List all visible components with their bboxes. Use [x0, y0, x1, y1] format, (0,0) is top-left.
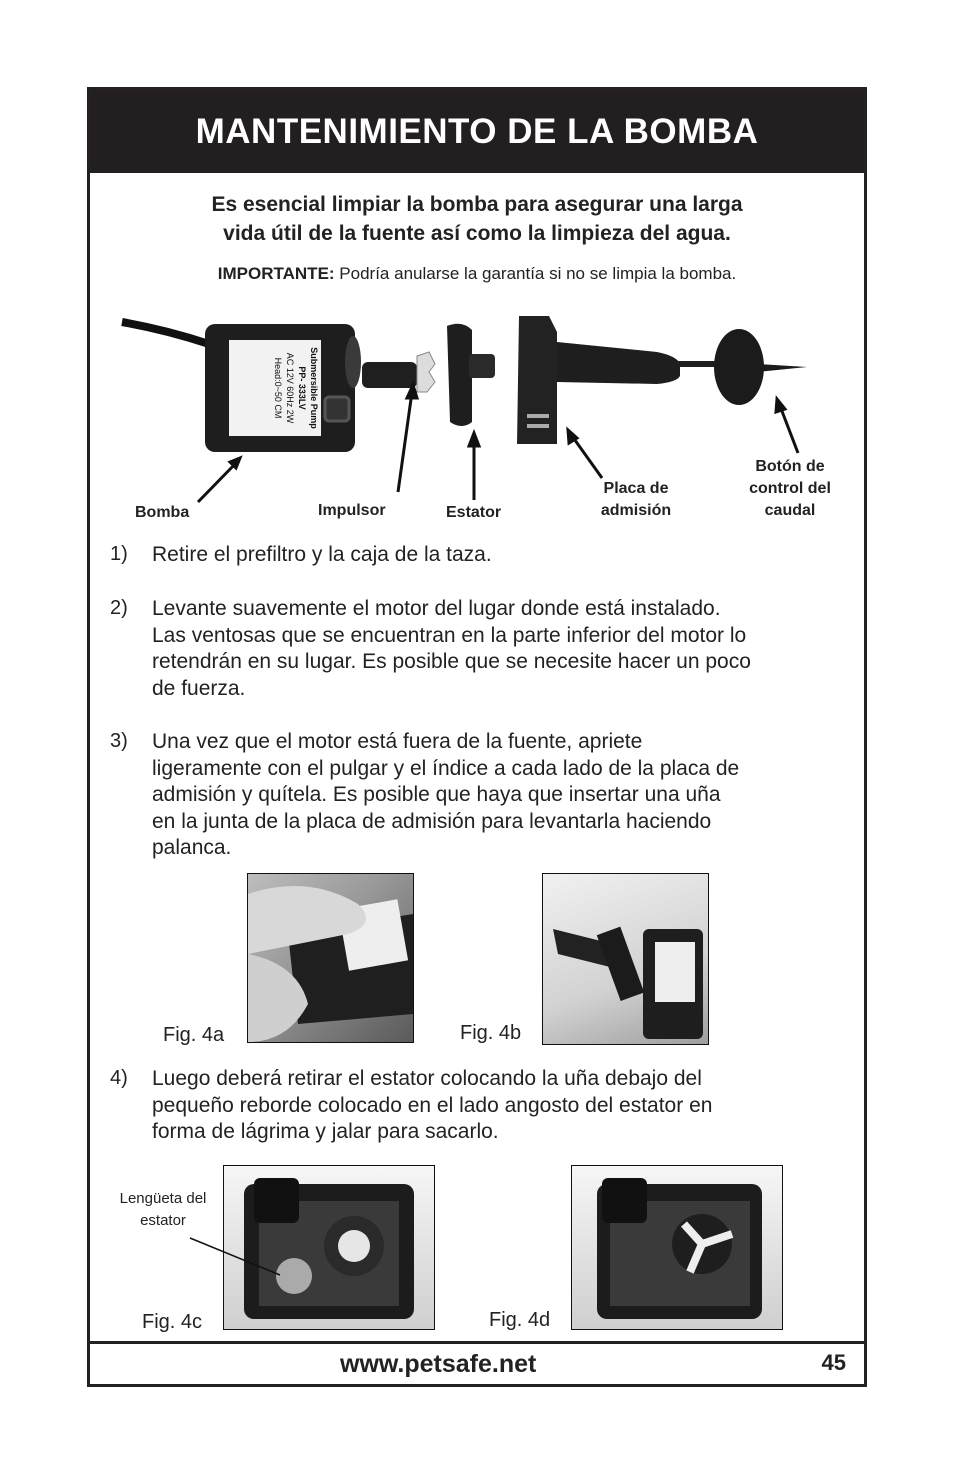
label-impulsor: Impulsor [318, 502, 386, 519]
fig-4d-caption: Fig. 4d [489, 1309, 551, 1331]
page-frame [87, 87, 867, 1387]
important-label: IMPORTANTE: [217, 264, 335, 283]
label-estator: Estator [446, 504, 502, 521]
label-placa-de-admision: Placa de admisión [600, 480, 672, 519]
stator-tab-label: Lengüeta del estator [119, 1190, 207, 1229]
fig-4d-photo [571, 1165, 783, 1330]
step-3-text: Una vez que el motor está fuera de la fuente, apriete ligeramente con el pulgar y el índice a cada lado de la placa de admisión y quítela. Es posible que haya que insertar una uña en la junta de la placa de admisión para levantarla haciendo palanca. [152, 730, 740, 859]
pump-sticker-line-1: Submersible Pump [309, 347, 319, 429]
step-4-text: Luego deberá retirar el estator colocando la uña debajo del pequeño reborde colocado en el lado angosto del estator en forma de lágrima y jalar para sacarlo. [152, 1067, 713, 1143]
fig-4a-caption: Fig. 4a [163, 1024, 225, 1046]
page-number: 45 [821, 1350, 846, 1375]
intro-line-1: Es esencial limpiar la bomba para asegurar una larga [211, 193, 743, 216]
pump-sticker-line-3: AC 12V 60Hz 2W [285, 352, 295, 424]
important-text: Podría anularse la garantía si no se limpia la bomba. [334, 264, 737, 283]
step-1-text: Retire el prefiltro y la caja de la taza. [152, 543, 492, 566]
pump-sticker-line-2: PP- 333LV [297, 366, 307, 410]
page-footer [90, 1341, 864, 1384]
step-2-number: 2) [110, 597, 128, 619]
label-boton-control-caudal: Botón de control del caudal [749, 458, 831, 519]
page-title: MANTENIMIENTO DE LA BOMBA [195, 112, 759, 151]
step-2-text: Levante suavemente el motor del lugar donde está instalado. Las ventosas que se encuentran en la parte inferior del motor lo retendrán en su lugar. Es posible que se necesite hacer un poco de fuerza. [152, 597, 751, 700]
intro-line-2: vida útil de la fuente así como la limpieza del agua. [223, 222, 731, 245]
fig-4b-caption: Fig. 4b [460, 1022, 522, 1044]
step-1-number: 1) [110, 543, 128, 565]
step-4-number: 4) [110, 1067, 128, 1089]
step-3-number: 3) [110, 730, 128, 752]
website-link[interactable]: www.petsafe.net [340, 1350, 537, 1378]
fig-4c-caption: Fig. 4c [142, 1311, 203, 1333]
pump-sticker-line-4: Head:0~50 CM [273, 357, 283, 419]
label-bomba: Bomba [135, 504, 190, 521]
